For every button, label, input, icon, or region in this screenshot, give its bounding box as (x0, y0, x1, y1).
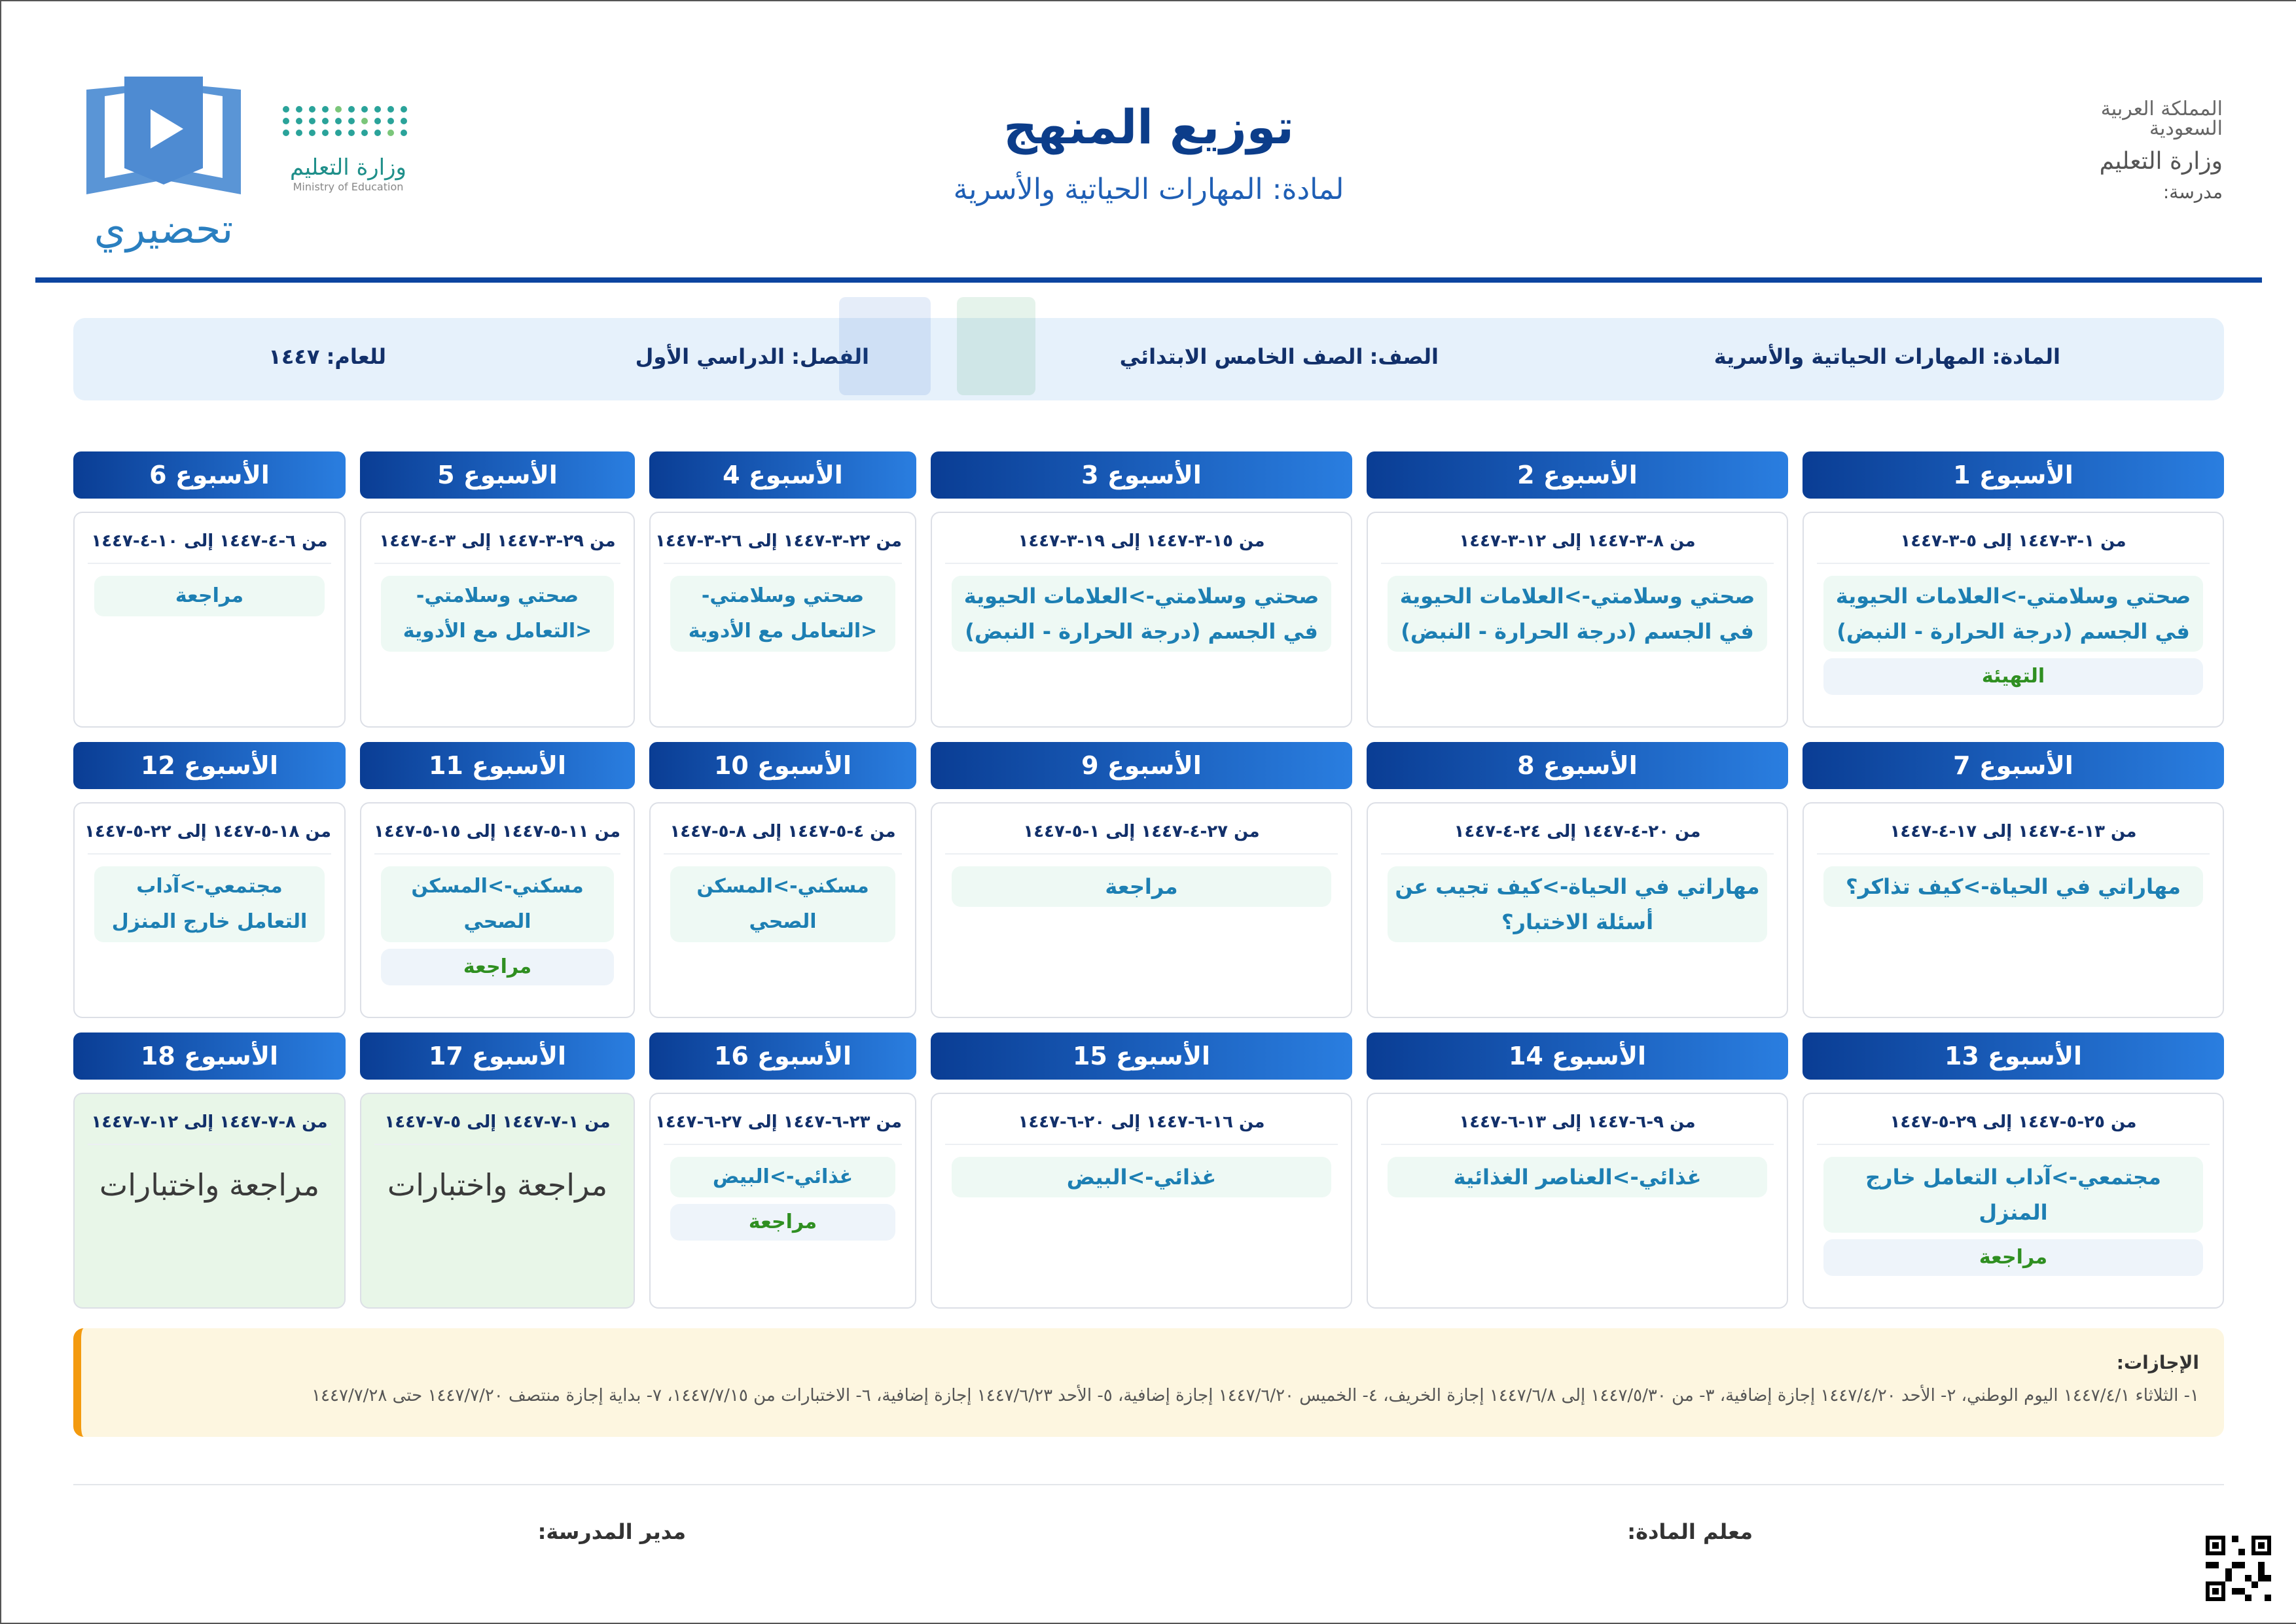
week-topic: صحتي وسلامتي->العلامات الحيوية في الجسم (درجة الحرارة - النبض) (1823, 576, 2203, 652)
week-dates: من ١-٣-١٤٤٧ إلى ٥-٣-١٤٤٧ (1817, 531, 2210, 564)
week-header: الأسبوع 17 (360, 1033, 635, 1080)
info-grade: الصف: الصف الخامس الابتدائي (1119, 344, 1439, 369)
week-topic: مهاراتي في الحياة->كيف تجيب عن أسئلة الاختبار؟ (1388, 866, 1767, 942)
week-dates: من ٩-٦-١٤٤٧ إلى ١٣-٦-١٤٤٧ (1381, 1112, 1774, 1145)
week-card (1803, 802, 2224, 1018)
week-header: الأسبوع 4 (649, 451, 916, 499)
week-card (73, 512, 346, 728)
week-dates: من ١٣-٤-١٤٤٧ إلى ١٧-٤-١٤٤٧ (1817, 822, 2210, 855)
info-subject: المادة: المهارات الحياتية والأسرية (1713, 344, 2060, 369)
moe-logo-arabic: وزارة التعليم (290, 154, 406, 181)
week-header: الأسبوع 6 (73, 451, 346, 499)
brand-logo-name: تحضيري (94, 205, 234, 253)
week-dates: من ١١-٥-١٤٤٧ إلى ١٥-٥-١٤٤٧ (374, 822, 620, 855)
watermark-book-icon (839, 297, 931, 395)
footer-divider (73, 1484, 2224, 1485)
week-topic: مسكني->المسكن الصحي (381, 866, 614, 942)
week-card (931, 1093, 1352, 1309)
week-topic: غذائي->البيض (952, 1157, 1331, 1197)
week-card (931, 802, 1352, 1018)
week-header: الأسبوع 18 (73, 1033, 346, 1080)
week-dates: من ١٥-٣-١٤٤٧ إلى ١٩-٣-١٤٤٧ (945, 531, 1338, 564)
watermark-moe-icon (957, 297, 1035, 395)
week-header: الأسبوع 2 (1367, 451, 1788, 499)
week-topic: مهاراتي في الحياة->كيف تذاكر؟ (1823, 866, 2203, 907)
week-extra: مراجعة (381, 949, 614, 985)
week-header: الأسبوع 13 (1803, 1033, 2224, 1080)
week-extra: التهيئة (1823, 658, 2203, 695)
week-dates: من ١٨-٥-١٤٤٧ إلى ٢٢-٥-١٤٤٧ (88, 822, 331, 855)
week-dates: من ٢٢-٣-١٤٤٧ إلى ٢٦-٣-١٤٤٧ (664, 531, 902, 564)
week-header: الأسبوع 15 (931, 1033, 1352, 1080)
qr-code-icon (2206, 1534, 2271, 1603)
week-header: الأسبوع 1 (1803, 451, 2224, 499)
week-dates: من ٨-٧-١٤٤٧ إلى ١٢-٧-١٤٤٧ (88, 1112, 331, 1145)
page-subtitle: لمادة: المهارات الحياتية والأسرية (953, 173, 1344, 206)
week-dates: من ٤-٥-١٤٤٧ إلى ٨-٥-١٤٤٧ (664, 822, 902, 855)
week-card (1367, 1093, 1788, 1309)
header-divider (35, 277, 2262, 283)
week-dates: من ٢٧-٤-١٤٤٧ إلى ١-٥-١٤٤٧ (945, 822, 1338, 855)
week-topic: مراجعة (952, 866, 1331, 907)
moe-logo-english: Ministry of Education (293, 181, 404, 193)
week-topic: مراجعة (94, 576, 325, 616)
week-card (360, 1093, 635, 1309)
week-card (360, 512, 635, 728)
week-card (931, 512, 1352, 728)
week-header: الأسبوع 12 (73, 742, 346, 789)
week-card (360, 802, 635, 1018)
moe-logo (283, 106, 414, 230)
holidays-text: ١- الثلاثاء ١٤٤٧/٤/١ اليوم الوطني، ٢- الأحد ١٤٤٧/٤/٢٠ إجازة إضافية، ٣- من ١٤٤٧/٥/٣٠ إلى ١٤٤٧/٦/٨ إجازة الخريف، ٤- الخميس ١٤٤٧/٦/٢٠ إجازة إضافية، ٥- الأحد ١٤٤٧/٦/٢٣ إجازة إضافية، ٦- الاختبارات من ١٤٤٧/٧/١٥، ٧- بداية إجازة منتصف ١٤٤٧/٧/٢٠ حتى ١٤٤٧/٧/٢٨ (312, 1386, 2199, 1405)
week-dates: من ٢٥-٥-١٤٤٧ إلى ٢٩-٥-١٤٤٧ (1817, 1112, 2210, 1145)
week-exam: مراجعة واختبارات (99, 1167, 320, 1203)
book-play-icon (79, 70, 249, 207)
week-topic: غذائي->العناصر الغذائية (1388, 1157, 1767, 1197)
week-card (1367, 512, 1788, 728)
week-topic: صحتي وسلامتي->العلامات الحيوية في الجسم (درجة الحرارة - النبض) (952, 576, 1331, 652)
week-dates: من ٢٣-٦-١٤٤٧ إلى ٢٧-٦-١٤٤٧ (664, 1112, 902, 1145)
school-label: مدرسة: (2162, 181, 2223, 203)
week-dates: من ٢٠-٤-١٤٤٧ إلى ٢٤-٤-١٤٤٧ (1381, 822, 1774, 855)
week-topic: صحتي وسلامتي-<التعامل مع الأدوية (670, 576, 895, 652)
holidays-box (73, 1328, 2224, 1437)
week-card (649, 802, 916, 1018)
week-topic: صحتي وسلامتي-<التعامل مع الأدوية (381, 576, 614, 652)
week-extra: مراجعة (1823, 1239, 2203, 1276)
page-title: توزيع المنهج (1003, 99, 1294, 154)
week-dates: من ١-٧-١٤٤٧ إلى ٥-٧-١٤٤٧ (374, 1112, 620, 1145)
kingdom-calligraphy: المملكة العربية السعودية (2100, 97, 2223, 140)
week-header: الأسبوع 3 (931, 451, 1352, 499)
week-header: الأسبوع 16 (649, 1033, 916, 1080)
week-card (1803, 512, 2224, 728)
week-header: الأسبوع 7 (1803, 742, 2224, 789)
week-topic: مجتمعي->آداب التعامل خارج المنزل (94, 866, 325, 942)
week-card (1367, 802, 1788, 1018)
week-dates: من ٢٩-٣-١٤٤٧ إلى ٣-٤-١٤٤٧ (374, 531, 620, 564)
info-bar (73, 318, 2224, 400)
week-card (649, 512, 916, 728)
week-extra: مراجعة (670, 1204, 895, 1241)
week-header: الأسبوع 5 (360, 451, 635, 499)
week-topic: مجتمعي->آداب التعامل خارج المنزل (1823, 1157, 2203, 1233)
brand-logo (79, 70, 249, 260)
week-header: الأسبوع 14 (1367, 1033, 1788, 1080)
week-card (1803, 1093, 2224, 1309)
moe-dots-icon (283, 106, 414, 136)
week-topic: مسكني->المسكن الصحي (670, 866, 895, 942)
holidays-title: الإجازات: (2116, 1352, 2199, 1373)
teacher-signature-label: معلم المادة: (1627, 1519, 1753, 1544)
week-dates: من ٨-٣-١٤٤٧ إلى ١٢-٣-١٤٤٧ (1381, 531, 1774, 564)
week-header: الأسبوع 11 (360, 742, 635, 789)
week-header: الأسبوع 9 (931, 742, 1352, 789)
week-header: الأسبوع 8 (1367, 742, 1788, 789)
week-card (73, 1093, 346, 1309)
week-topic: صحتي وسلامتي->العلامات الحيوية في الجسم (درجة الحرارة - النبض) (1388, 576, 1767, 652)
info-term: الفصل: الدراسي الأول (635, 344, 869, 369)
week-card (649, 1093, 916, 1309)
week-card (73, 802, 346, 1018)
ministry-name: وزارة التعليم (2099, 148, 2223, 175)
week-header: الأسبوع 10 (649, 742, 916, 789)
principal-signature-label: مدير المدرسة: (537, 1519, 686, 1544)
week-topic: غذائي->البيض (670, 1157, 895, 1197)
week-dates: من ٦-٤-١٤٤٧ إلى ١٠-٤-١٤٤٧ (88, 531, 331, 564)
info-year: للعام: ١٤٤٧ (268, 344, 386, 369)
week-dates: من ١٦-٦-١٤٤٧ إلى ٢٠-٦-١٤٤٧ (945, 1112, 1338, 1145)
week-exam: مراجعة واختبارات (387, 1167, 608, 1203)
